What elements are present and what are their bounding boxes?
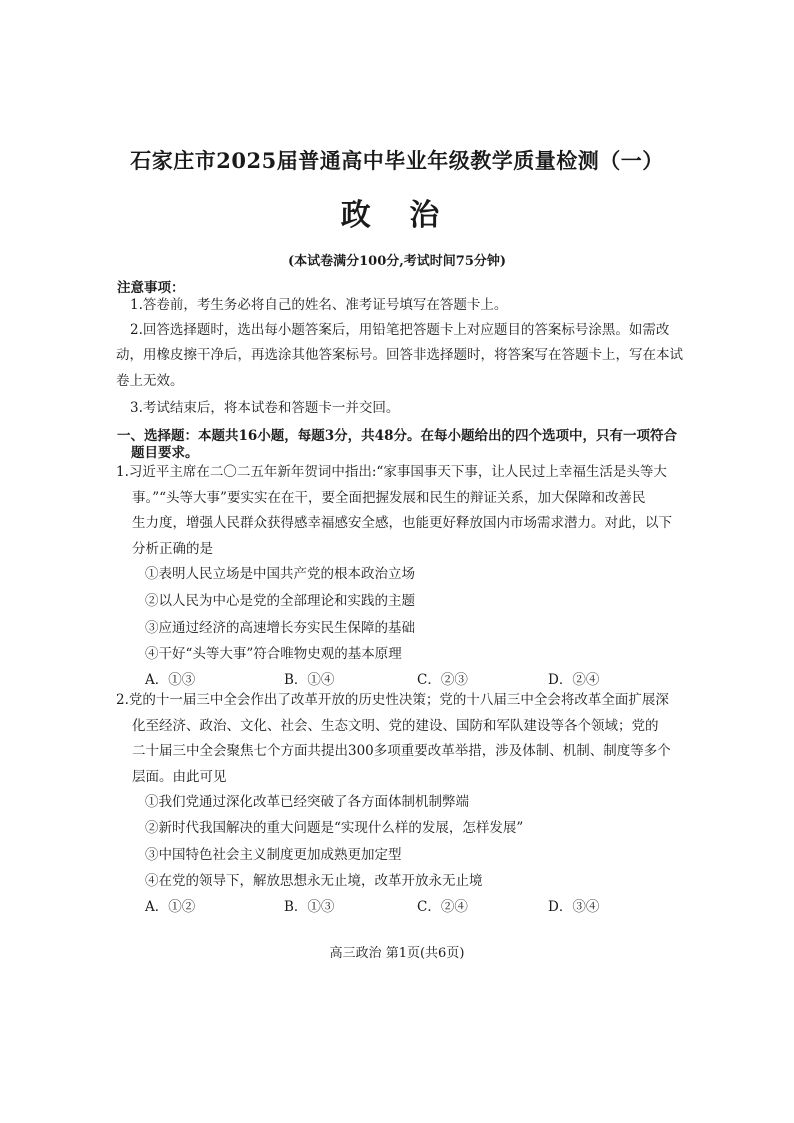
exam-title: 石家庄市2025届普通高中毕业年级教学质量检测（一） <box>130 148 664 173</box>
statement: ①我们党通过深化改革已经突破了各方面体制机制弊端 <box>145 794 469 810</box>
notice-heading: 注意事项： <box>117 280 185 296</box>
page-footer: 高三政治 第1页(共6页) <box>329 946 465 961</box>
question-2 <box>116 688 676 790</box>
option-c[interactable]: C．②③ <box>417 672 468 688</box>
option-d[interactable]: D．②④ <box>548 672 600 688</box>
statement: ②以人民为中心是党的全部理论和实践的主题 <box>145 593 415 609</box>
option-a[interactable]: A．①③ <box>145 672 196 688</box>
option-c[interactable]: C．②④ <box>417 899 468 915</box>
statement: ③中国特色社会主义制度更加成熟更加定型 <box>145 847 402 863</box>
question-line: 分析正确的是 <box>132 540 213 557</box>
notice-item-3 <box>130 395 399 421</box>
notice-line: 卷上无效。 <box>116 373 184 389</box>
section-heading <box>117 428 677 462</box>
statement: ④在党的领导下，解放思想永无止境，改革开放永无止境 <box>145 873 483 889</box>
statement: ④干好“头等大事”符合唯物史观的基本原理 <box>145 646 402 662</box>
notice-item-2-cont <box>116 342 683 394</box>
notice-item-1 <box>130 292 507 318</box>
question-line: 二十届三中全会聚焦七个方面共提出300多项重要改革举措，涉及体制、机制、制度等多个 <box>132 743 671 759</box>
notice-line: 3.考试结束后，将本试卷和答题卡一并交回。 <box>130 400 400 416</box>
option-b[interactable]: B．①④ <box>284 672 335 688</box>
option-d[interactable]: D．③④ <box>548 899 600 915</box>
statement: ①表明人民立场是中国共产党的根本政治立场 <box>145 566 415 582</box>
question-line: 1.习近平主席在二〇二五年新年贺词中指出:“家事国事天下事，让人民过上幸福生活是头等大 <box>116 464 667 480</box>
notice-item-2 <box>130 317 669 343</box>
question-1 <box>116 460 676 562</box>
question-line: 事。”“头等大事”要实实在在干，要全面把握发展和民生的辩证关系，加大保障和改善民 <box>132 489 646 506</box>
statement: ③应通过经济的高速增长夯实民生保障的基础 <box>145 620 415 636</box>
notice-line: 动，用橡皮擦干净后，再选涂其他答案标号。回答非选择题时，将答案写在答题卡上，写在本试 <box>116 347 683 363</box>
subject-title: 政 治 <box>340 198 454 233</box>
option-b[interactable]: B．①③ <box>284 899 335 915</box>
exam-meta: (本试卷满分100分,考试时间75分钟) <box>287 254 507 269</box>
notice-line: 2.回答选择题时，选出每小题答案后，用铅笔把答题卡上对应题目的答案标号涂黑。如需改 <box>130 322 670 338</box>
statement: ②新时代我国解决的重大问题是“实现什么样的发展，怎样发展” <box>145 820 524 836</box>
question-line: 化至经济、政治、文化、社会、生态文明、党的建设、国防和军队建设等各个领域；党的 <box>132 717 659 734</box>
section-line: 一、选择题：本题共16小题，每题3分，共48分。在每小题给出的四个选项中，只有一项符合 <box>117 428 677 444</box>
notice-line: 1.答卷前，考生务必将自己的姓名、准考证号填写在答题卡上。 <box>130 297 508 313</box>
section-line: 题目要求。 <box>131 445 199 461</box>
question-line: 层面。由此可见 <box>132 768 227 785</box>
question-line: 生力度，增强人民群众获得感幸福感安全感，也能更好释放国内市场需求潜力。对此，以下 <box>132 515 672 531</box>
question-line: 2.党的十一届三中全会作出了改革开放的历史性决策；党的十八届三中全会将改革全面扩展深 <box>116 692 669 708</box>
option-a[interactable]: A．①② <box>145 899 196 915</box>
